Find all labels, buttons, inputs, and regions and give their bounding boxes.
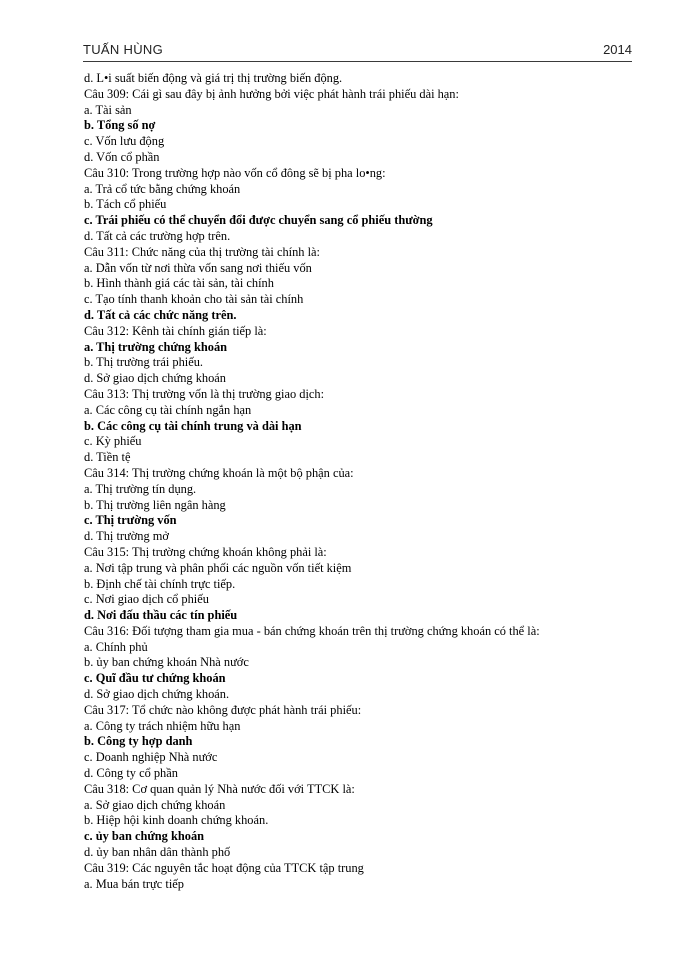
text-line: b. Định chế tài chính trực tiếp. (84, 576, 236, 591)
document-body (84, 71, 644, 892)
text-line: b. ủy ban chứng khoán Nhà nước (84, 655, 249, 670)
text-line: Câu 319: Các nguyên tắc hoạt động của TTCK tập trung (84, 860, 364, 875)
text-line: Câu 311: Chức năng của thị trường tài chính là: (84, 244, 320, 259)
text-line: Câu 315: Thị trường chứng khoán không phải là: (84, 544, 327, 559)
header-author: TUẤN HÙNG (83, 42, 163, 57)
answer-line: d. Nơi đấu thầu các tín phiếu (84, 608, 238, 623)
answer-line: c. Quĩ đầu tư chứng khoán (84, 671, 226, 686)
text-line: d. Sở giao dịch chứng khoán. (84, 687, 230, 702)
text-line: a. Thị trường tín dụng. (84, 481, 197, 496)
text-line: a. Trả cổ tức bằng chứng khoán (84, 181, 241, 196)
text-line: a. Dẫn vốn từ nơi thừa vốn sang nơi thiếu vốn (84, 260, 312, 275)
text-line: d. Thị trường mở (84, 529, 169, 544)
header-year: 2014 (603, 42, 632, 57)
text-line: c. Doanh nghiệp Nhà nước (84, 750, 218, 765)
header-divider (83, 61, 632, 62)
text-line: b. Thị trường trái phiếu. (84, 355, 204, 370)
text-line: a. Công ty trách nhiệm hữu hạn (84, 718, 241, 733)
text-line: c. Vốn lưu động (84, 134, 165, 149)
text-line: d. L•i suất biến động và giá trị thị trường biến động. (84, 71, 343, 85)
text-line: b. Hiệp hội kinh doanh chứng khoán. (84, 813, 269, 828)
text-line: b. Hình thành giá các tài sản, tài chính (84, 276, 274, 291)
answer-line: b. Công ty hợp danh (84, 734, 193, 749)
text-line: a. Tài sản (84, 102, 132, 117)
text-line: a. Mua bán trực tiếp (84, 876, 184, 891)
answer-line: c. ủy ban chứng khoán (84, 829, 205, 844)
text-line: d. Tiền tệ (84, 450, 131, 465)
text-line: Câu 318: Cơ quan quản lý Nhà nước đối với TTCK là: (84, 781, 355, 796)
text-line: d. Công ty cổ phần (84, 766, 178, 781)
text-line: d. Tất cả các trường hợp trên. (84, 228, 231, 243)
text-line: d. ủy ban nhân dân thành phố (84, 845, 231, 860)
text-line: Câu 310: Trong trường hợp nào vốn cổ đông sẽ bị pha lo•ng: (84, 165, 386, 180)
answer-line: a. Thị trường chứng khoán (84, 339, 228, 354)
text-line: c. Tạo tính thanh khoản cho tài sản tài chính (84, 292, 304, 307)
text-line: c. Kỳ phiếu (84, 434, 142, 449)
text-line: a. Sở giao dịch chứng khoán (84, 797, 226, 812)
text-line: c. Nơi giao dịch cổ phiếu (84, 592, 209, 607)
text-line: d. Sở giao dịch chứng khoán (84, 371, 226, 386)
text-line: a. Nơi tập trung và phân phối các nguồn vốn tiết kiệm (84, 560, 352, 575)
answer-line: c. Thị trường vốn (84, 513, 177, 528)
text-line: Câu 317: Tổ chức nào không được phát hành trái phiếu: (84, 702, 362, 717)
text-line: Câu 314: Thị trường chứng khoán là một bộ phận của: (84, 465, 354, 480)
text-line: a. Chính phủ (84, 639, 148, 654)
text-line: Câu 316: Đối tượng tham gia mua - bán chứng khoán trên thị trường chứng khoán có thể là: (84, 623, 540, 638)
answer-line: c. Trái phiếu có thể chuyển đổi được chuyển sang cổ phiếu thường (84, 213, 433, 228)
answer-line: b. Các công cụ tài chính trung và dài hạn (84, 418, 302, 433)
text-line: b. Tách cổ phiếu (84, 197, 167, 212)
page-header (83, 40, 632, 64)
text-line: a. Các công cụ tài chính ngắn hạn (84, 402, 252, 417)
text-line: Câu 313: Thị trường vốn là thị trường giao dịch: (84, 386, 325, 401)
answer-line: d. Tất cả các chức năng trên. (84, 307, 237, 322)
text-line: b. Thị trường liên ngân hàng (84, 497, 226, 512)
text-line: Câu 312: Kênh tài chính gián tiếp là: (84, 323, 267, 338)
answer-line: b. Tổng số nợ (84, 118, 156, 133)
text-line: Câu 309: Cái gì sau đây bị ảnh hưởng bởi việc phát hành trái phiếu dài hạn: (84, 86, 459, 101)
text-line: d. Vốn cổ phần (84, 149, 160, 164)
